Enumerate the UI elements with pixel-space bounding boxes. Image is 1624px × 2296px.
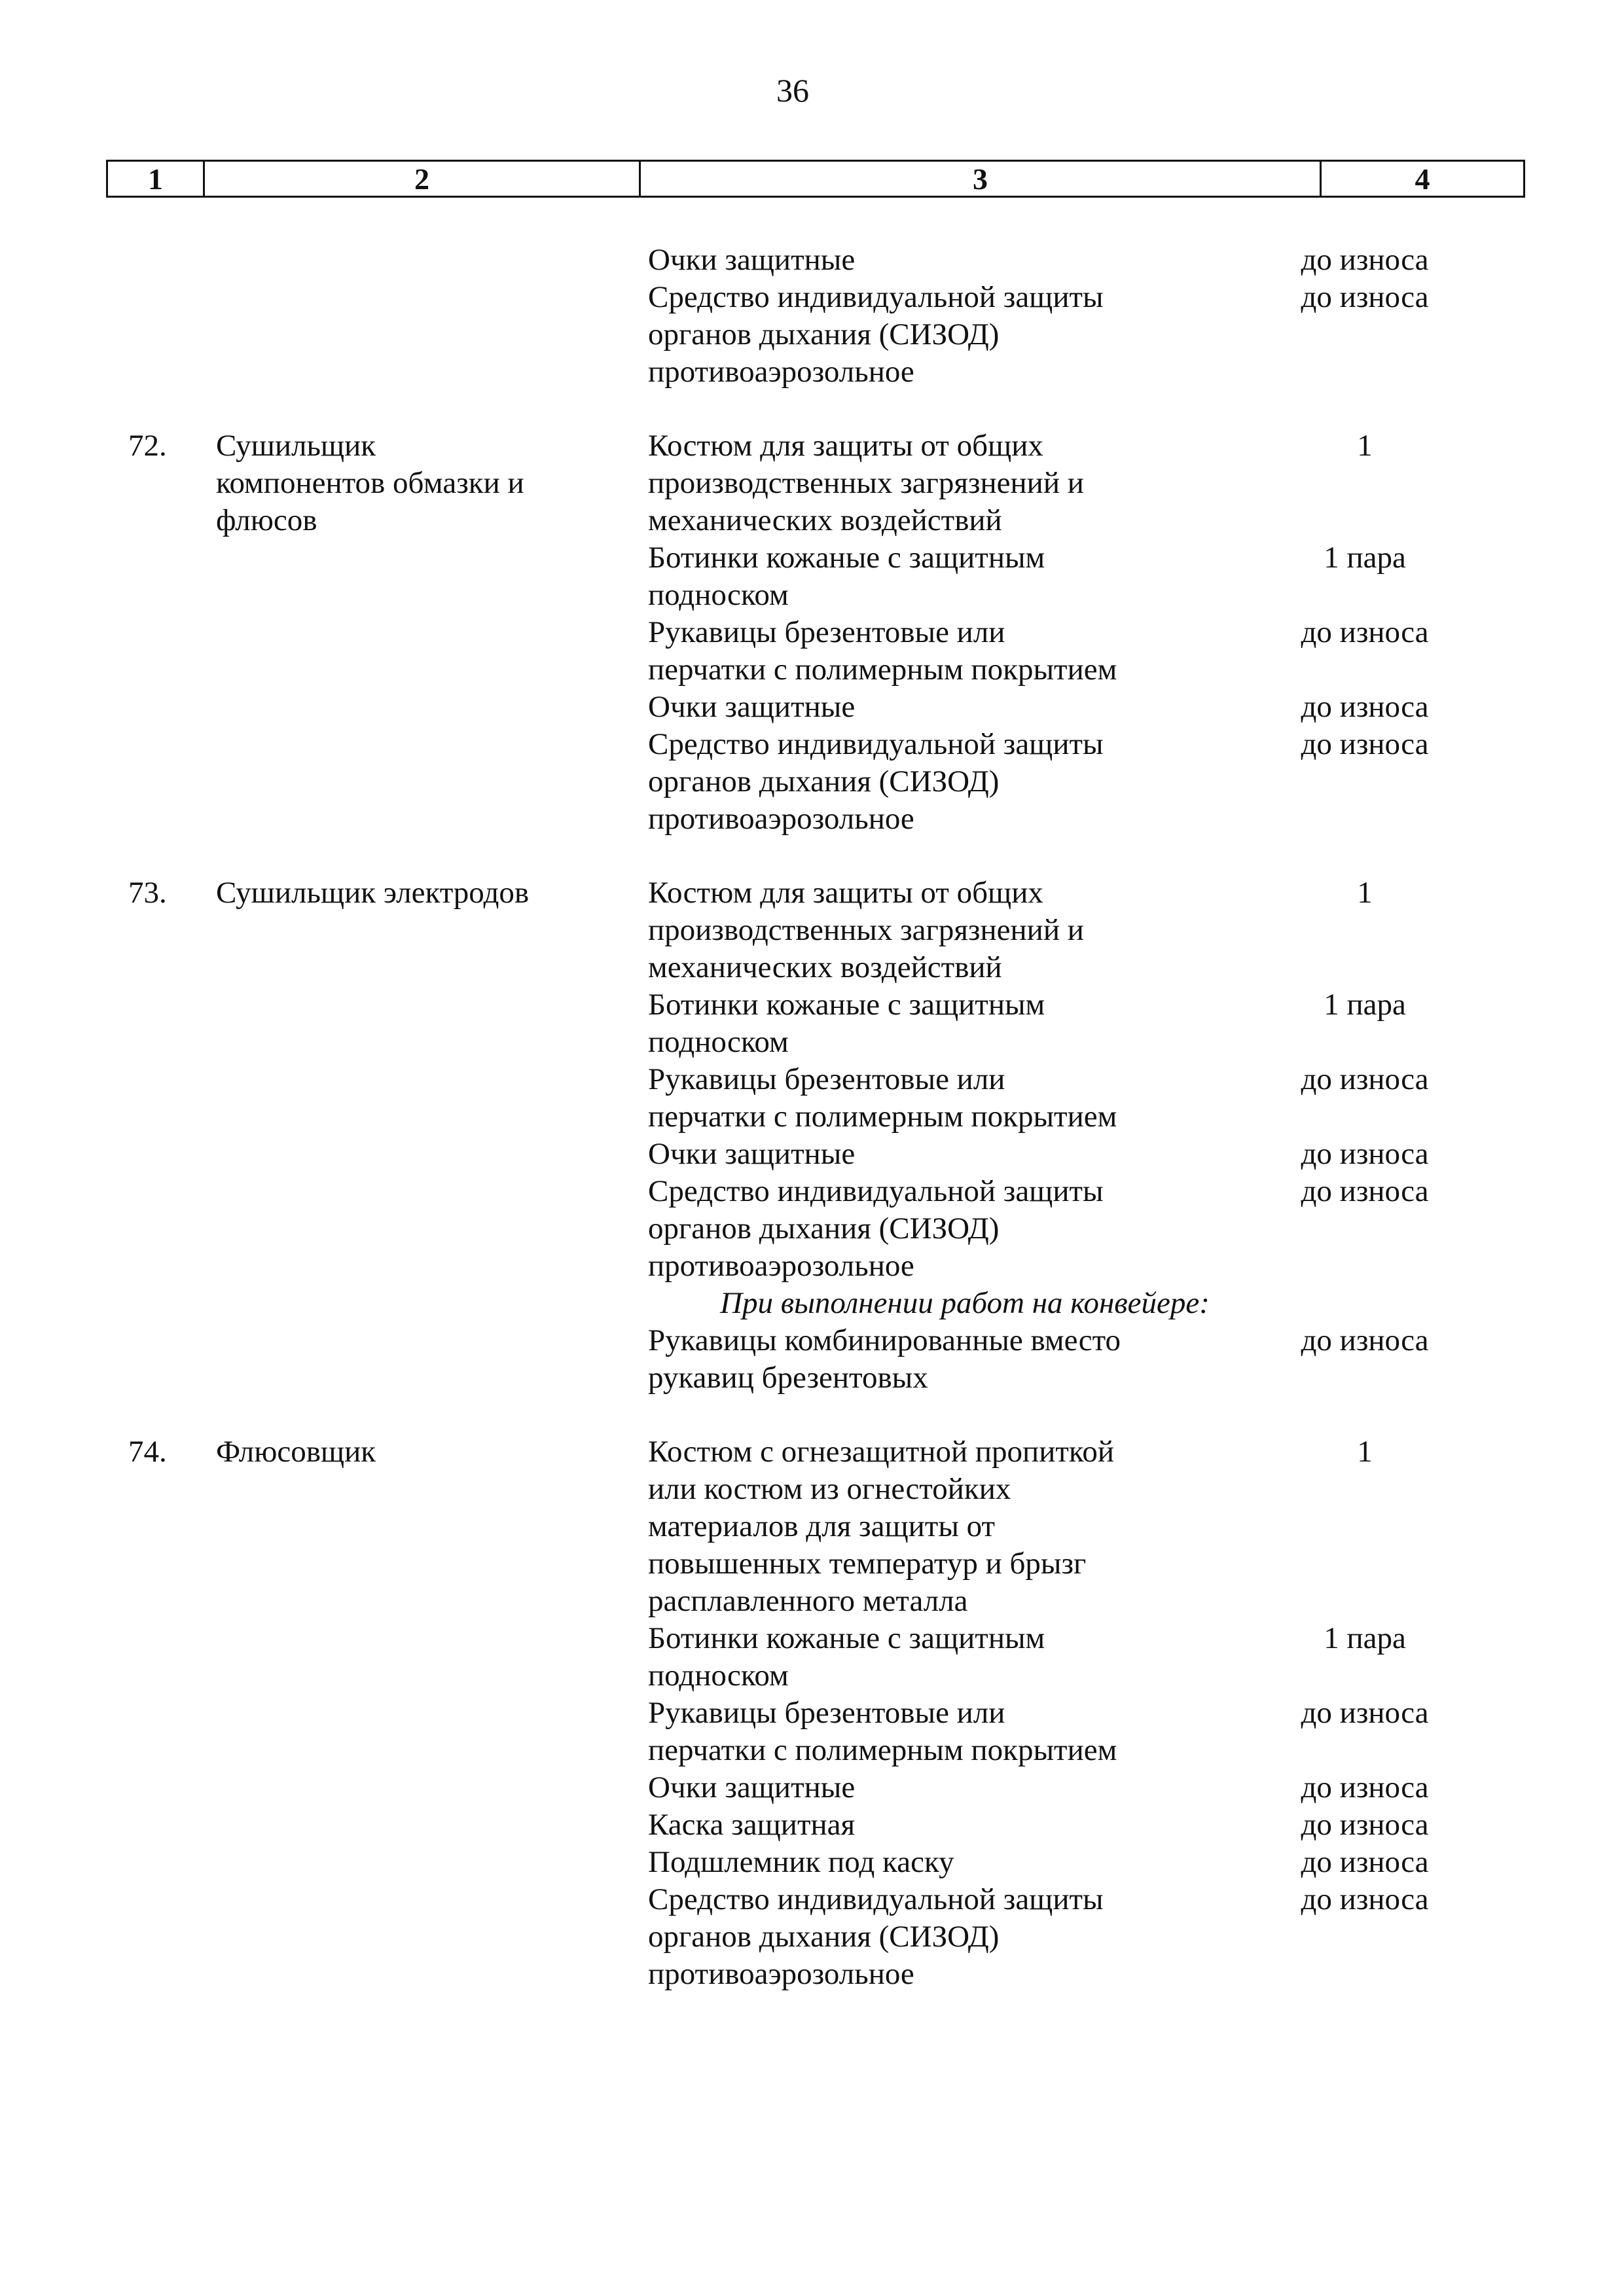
ppe-item-quantity: 1: [1357, 429, 1373, 463]
table-row: [0, 427, 1624, 838]
ppe-item-name: Рукавицы брезентовые или перчатки с полимерным покрытием: [648, 615, 1117, 687]
ppe-item-quantity: 1: [1357, 1435, 1373, 1469]
ppe-item-quantity: до износа: [1301, 1323, 1429, 1357]
ppe-item: [648, 1844, 1519, 1881]
row-number: 74.: [128, 1435, 167, 1469]
ppe-item: [648, 986, 1519, 1061]
ppe-item-name: Рукавицы комбинированные вместо рукавиц брезентовых: [648, 1323, 1121, 1395]
ppe-item-quantity: до износа: [1301, 1174, 1429, 1208]
ppe-item: [648, 539, 1519, 614]
ppe-item-quantity: до износа: [1301, 1137, 1429, 1171]
ppe-item-name: Каска защитная: [648, 1808, 856, 1842]
ppe-item-quantity: 1 пара: [1324, 988, 1406, 1022]
row-number: 73.: [128, 876, 167, 910]
profession-name: Сушильщик электродов: [216, 876, 530, 910]
ppe-item-name: Очки защитные: [648, 690, 856, 724]
ppe-item-quantity: 1 пара: [1324, 541, 1406, 575]
ppe-item-quantity: до износа: [1301, 1696, 1429, 1730]
ppe-item: [648, 427, 1519, 539]
ppe-item-quantity: 1: [1357, 876, 1373, 910]
ppe-item: [648, 1136, 1519, 1173]
ppe-item-name: Очки защитные: [648, 1770, 856, 1804]
ppe-item: [648, 726, 1519, 838]
ppe-item-name: Рукавицы брезентовые или перчатки с полимерным покрытием: [648, 1062, 1117, 1134]
conveyor-note: При выполнении работ на конвейере:: [720, 1286, 1210, 1320]
ppe-item: [648, 1433, 1519, 1620]
table-row: [0, 242, 1624, 391]
header-col-2: 2: [205, 162, 641, 196]
ppe-item: [648, 279, 1519, 391]
ppe-item-quantity: до износа: [1301, 727, 1429, 761]
row-number: 72.: [128, 429, 167, 463]
table-row: [0, 1433, 1624, 1993]
table-body: [0, 242, 1624, 2030]
ppe-item: [648, 874, 1519, 986]
ppe-item-name: Очки защитные: [648, 1137, 856, 1171]
ppe-list: [648, 242, 1519, 391]
ppe-item-quantity: 1 пара: [1324, 1621, 1406, 1655]
ppe-item-quantity: до износа: [1301, 243, 1429, 277]
header-col-4: 4: [1415, 162, 1430, 196]
header-col-1: 1: [108, 162, 205, 196]
header-col-3: 3: [641, 162, 1322, 196]
ppe-item-quantity: до износа: [1301, 280, 1429, 314]
ppe-item-name: Ботинки кожаные с защитным подноском: [648, 1621, 1045, 1693]
ppe-item: [648, 1620, 1519, 1695]
ppe-item: [648, 1806, 1519, 1844]
ppe-item: [648, 1173, 1519, 1285]
ppe-item-name: Средство индивидуальной защиты органов дыхания (СИЗОД) противоаэрозольное: [648, 1174, 1104, 1283]
ppe-item-name: Средство индивидуальной защиты органов дыхания (СИЗОД) противоаэрозольное: [648, 1882, 1104, 1991]
ppe-item: [648, 242, 1519, 279]
table-header-row: [106, 160, 1525, 198]
ppe-item-name: Средство индивидуальной защиты органов дыхания (СИЗОД) противоаэрозольное: [648, 727, 1104, 836]
ppe-item-name: Очки защитные: [648, 243, 856, 277]
ppe-item-name: Костюм с огнезащитной пропиткой или костюм из огнестойких материалов для защиты от повышенных температур и брызг расплавленного металла: [648, 1435, 1114, 1618]
ppe-item-quantity: до износа: [1301, 690, 1429, 724]
ppe-item: [648, 1695, 1519, 1769]
ppe-item-name: Подшлемник под каску: [648, 1845, 954, 1879]
ppe-list: [648, 1433, 1519, 1993]
profession-name: Флюсовщик: [216, 1435, 376, 1469]
ppe-item-name: Средство индивидуальной защиты органов дыхания (СИЗОД) противоаэрозольное: [648, 280, 1104, 389]
ppe-item-name: Рукавицы брезентовые или перчатки с полимерным покрытием: [648, 1696, 1117, 1767]
ppe-list: [648, 427, 1519, 838]
profession-name: Сушильщик компонентов обмазки и флюсов: [216, 429, 524, 537]
page-number: 36: [776, 72, 809, 109]
ppe-item-quantity: до износа: [1301, 1845, 1429, 1879]
ppe-item: [648, 689, 1519, 726]
ppe-item-name: Ботинки кожаные с защитным подноском: [648, 988, 1045, 1059]
ppe-item: [648, 1322, 1519, 1397]
ppe-item-quantity: до износа: [1301, 615, 1429, 649]
ppe-item: [648, 1881, 1519, 1993]
ppe-item-quantity: до износа: [1301, 1808, 1429, 1842]
table-row: [0, 874, 1624, 1397]
ppe-item-name: Ботинки кожаные с защитным подноском: [648, 541, 1045, 612]
ppe-item: [648, 1769, 1519, 1806]
ppe-item-quantity: до износа: [1301, 1062, 1429, 1096]
ppe-item: [648, 1061, 1519, 1136]
ppe-item-quantity: до износа: [1301, 1770, 1429, 1804]
ppe-item-name: Костюм для защиты от общих производственных загрязнений и механических воздействий: [648, 429, 1084, 537]
ppe-item: [648, 614, 1519, 689]
ppe-list: [648, 874, 1519, 1397]
ppe-item-name: Костюм для защиты от общих производственных загрязнений и механических воздействий: [648, 876, 1084, 984]
ppe-item-quantity: до износа: [1301, 1882, 1429, 1916]
